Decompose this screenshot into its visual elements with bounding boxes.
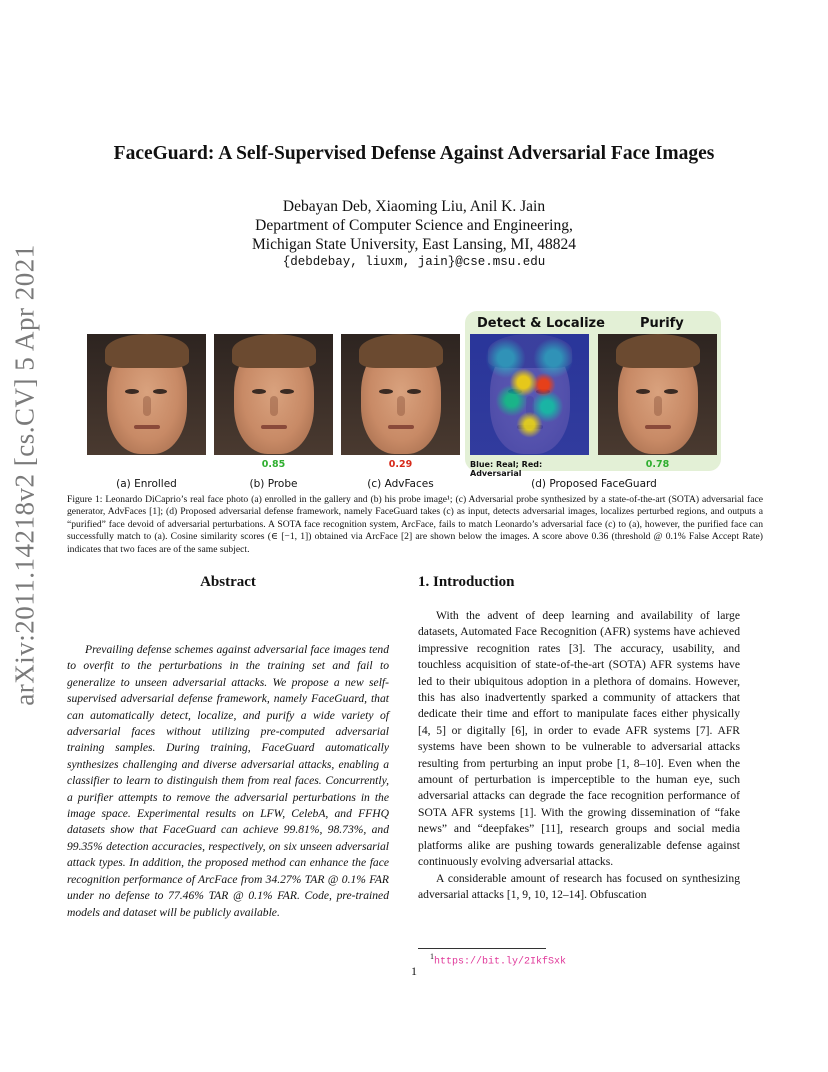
introduction-body bbox=[418, 608, 740, 903]
author-block bbox=[60, 197, 768, 254]
heatmap-legend: Blue: Real; Red: Adversarial bbox=[470, 460, 543, 478]
footnote-rule bbox=[418, 948, 546, 949]
face-purified-image bbox=[598, 334, 717, 455]
score-probe: 0.85 bbox=[261, 459, 286, 470]
panel-detect-localize: Detect & Localize bbox=[477, 316, 605, 331]
footnote-link[interactable]: https://bit.ly/2IkfSxk bbox=[434, 956, 567, 968]
page-number: 1 bbox=[411, 964, 417, 978]
score-purified: 0.78 bbox=[645, 459, 670, 470]
abstract-heading: Abstract bbox=[200, 574, 256, 590]
footnote-mark: 1 bbox=[430, 952, 434, 961]
face-enrolled-image bbox=[87, 334, 206, 455]
face-heatmap-image bbox=[470, 334, 589, 455]
intro-paragraph-1: With the advent of deep learning and availability of large datasets, Automated Face Recognition (AFR) systems have achieved impressive recognition rates [3]. The accuracy, usability, and touchless acquisition of state-of-the-art (SOTA) AFR systems have led to their ubiquitous adoption in a plethora of domains. However, this has also inadvertently sparked a community of attackers that dedicate their time and effort to manipulate faces either physically [4, 5] or digitally [6], in order to evade AFR systems [7]. AFR systems have been shown to be vulnerable to adversarial attacks resulting from perturbing an input probe [1, 8–10]. Even when the amount of perturbation is imperceptible to the human eye, such adversarial attacks can degrade the face recognition performance of SOTA AFR systems [1]. With the growing dissemination of “fake news” and “deepfakes” [11], research groups and social media platforms alike are pushing towards generalizable defense against continuously evolving adversarial attacks. bbox=[418, 609, 740, 869]
label-advfaces: (c) AdvFaces bbox=[367, 478, 434, 490]
label-probe: (b) Probe bbox=[249, 478, 298, 490]
arxiv-stamp-text: arXiv:2011.14218v2 [cs.CV] 5 Apr 2021 bbox=[9, 244, 40, 706]
arxiv-stamp bbox=[0, 244, 50, 706]
face-probe-image bbox=[214, 334, 333, 455]
introduction-heading: 1. Introduction bbox=[418, 574, 515, 590]
panel-purify: Purify bbox=[640, 316, 684, 331]
university: Michigan State University, East Lansing, MI, 48824 bbox=[251, 236, 577, 253]
label-faceguard: (d) Proposed FaceGuard bbox=[531, 478, 657, 490]
author-email: {debdebay, liuxm, jain}@cse.msu.edu bbox=[282, 255, 546, 269]
paper-title: FaceGuard: A Self-Supervised Defense Against Adversarial Face Images bbox=[113, 143, 715, 164]
face-advfaces-image bbox=[341, 334, 460, 455]
abstract-text: Prevailing defense schemes against adversarial face images tend to overfit to the perturbations in the training set and fail to generalize to unseen adversarial attacks. We propose a new self-supervised adversarial defense framework, namely FaceGuard, that can automatically detect, localize, and purify a wide variety of adversarial faces without utilizing pre-computed adversarial training samples. During training, FaceGuard automatically synthesizes challenging and diverse adversarial attacks, enabling a classifier to learn to distinguish them from real faces. Concurrently, a purifier attempts to remove the adversarial perturbations in the image space. Experimental results on LFW, CelebA, and FFHQ datasets show that FaceGuard can achieve 99.81%, 98.73%, and 99.35% detection accuracies, respectively, on six unseen adversarial attack types. In addition, the proposed method can enhance the face recognition performance of ArcFace from 34.27% TAR @ 0.1% FAR under no defense to 77.46% TAR @ 0.1% FAR. Code, pre-trained models and dataset will be publicly available. bbox=[67, 643, 389, 919]
intro-paragraph-2: A considerable amount of research has focused on synthesizing adversarial attacks [1, 9, 10, 12–14]. Obfuscation bbox=[418, 871, 740, 901]
figure-caption: Figure 1: Leonardo DiCaprio’s real face photo (a) enrolled in the gallery and (b) his probe image¹; (c) Adversarial probe synthesized by a state-of-the-art (SOTA) adversarial face generator, AdvFaces [1]; (d) Proposed adversarial defense framework, namely FaceGuard takes (c) as input, detects adversarial images, localizes perturbed regions, and outputs a “purified” face devoid of adversarial perturbations. A SOTA face recognition system, ArcFace, fails to match Leonardo’s adversarial face (c) to (a), however, the purified face can successfully match to (a). Cosine similarity scores (∈ [−1, 1]) obtained via ArcFace [2] are shown below the images. A score above 0.36 (threshold @ 0.1% False Accept Rate) indicates that two faces are of the same subject. bbox=[67, 494, 763, 555]
label-enrolled: (a) Enrolled bbox=[116, 478, 177, 490]
authors: Debayan Deb, Xiaoming Liu, Anil K. Jain bbox=[282, 198, 546, 215]
score-advfaces: 0.29 bbox=[388, 459, 413, 470]
department: Department of Computer Science and Engineering, bbox=[255, 217, 573, 234]
